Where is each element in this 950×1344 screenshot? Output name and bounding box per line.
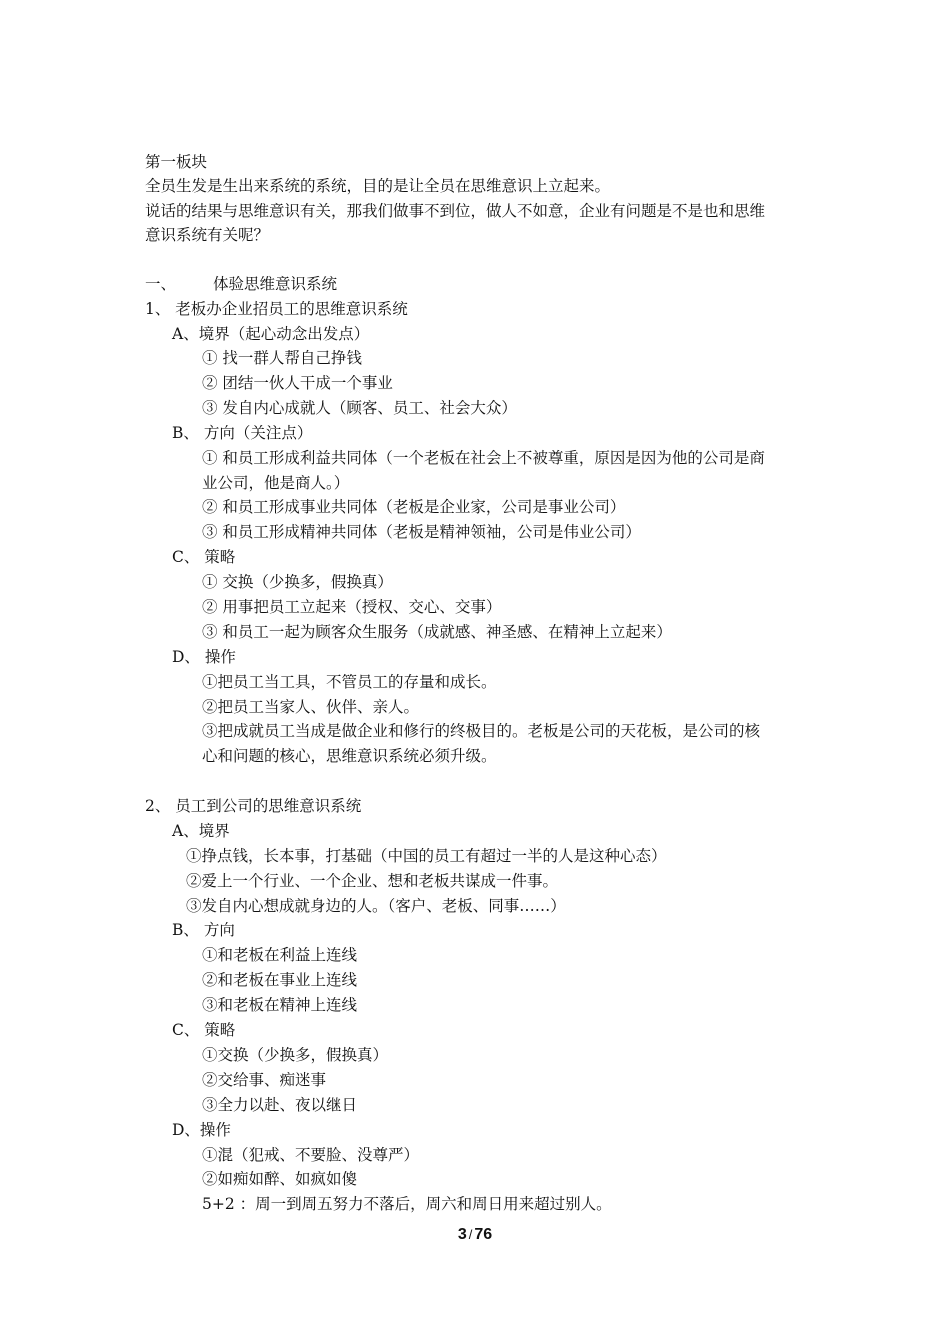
intro-paragraph-1: 全员生发是生出来系统的系统，目的是让全员在思维意识上立起来。 — [145, 177, 611, 195]
boss-a-item-2: ② 团结一伙人干成一个事业 — [202, 374, 393, 392]
staff-d-label: D、操作 — [172, 1121, 231, 1139]
staff-d-item-1: ①混（犯戒、不要脸、没尊严） — [202, 1146, 420, 1164]
staff-b-item-2: ②和老板在事业上连线 — [202, 971, 358, 989]
staff-d-item-2: ②如痴如醉、如疯如傻 — [202, 1170, 358, 1188]
boss-b-item-1-line-2: 业公司，他是商人。） — [202, 474, 350, 492]
staff-d-note: 5+2 ：周一到周五努力不落后，周六和周日用来超过别人。 — [202, 1195, 612, 1213]
part-1-title: 体验思维意识系统 — [213, 275, 338, 293]
staff-a-item-1: ①挣点钱，长本事，打基础（中国的员工有超过一半的人是这种心态） — [186, 847, 667, 865]
boss-c-item-1: ① 交换（少换多，假换真） — [202, 573, 393, 591]
page-separator: / — [468, 1227, 473, 1242]
staff-a-item-3: ③发自内心想成就身边的人。（客户、老板、同事……） — [186, 897, 566, 915]
boss-a-label: A、境界（起心动念出发点） — [172, 325, 370, 343]
staff-b-item-1: ①和老板在利益上连线 — [202, 946, 358, 964]
boss-heading: 1、 老板办企业招员工的思维意识系统 — [145, 300, 408, 318]
staff-c-item-2: ②交给事、痴迷事 — [202, 1071, 327, 1089]
boss-b-item-2: ② 和员工形成事业共同体（老板是企业家，公司是事业公司） — [202, 498, 626, 516]
staff-c-item-1: ①交换（少换多，假换真） — [202, 1046, 389, 1064]
staff-a-item-2: ②爱上一个行业、一个企业、想和老板共谋成一件事。 — [186, 872, 559, 890]
boss-a-item-3: ③ 发自内心成就人（顾客、员工、社会大众） — [202, 399, 517, 417]
section-title: 第一板块 — [145, 153, 208, 171]
boss-b-item-1-line-1: ① 和员工形成利益共同体（一个老板在社会上不被尊重，原因是因为他的公司是商 — [202, 449, 765, 467]
boss-a-item-1: ① 找一群人帮自己挣钱 — [202, 349, 362, 367]
part-1-number: 一、 — [145, 275, 177, 293]
boss-c-item-2: ② 用事把员工立起来（授权、交心、交事） — [202, 598, 502, 616]
page-total: 76 — [474, 1226, 493, 1243]
part-1-heading — [145, 272, 337, 296]
boss-d-item-1: ①把员工当工具，不管员工的存量和成长。 — [202, 673, 497, 691]
staff-heading: 2、 员工到公司的思维意识系统 — [145, 797, 362, 815]
staff-c-label: C、 策略 — [172, 1021, 236, 1039]
page-number — [0, 1226, 950, 1244]
boss-b-label: B、 方向（关注点） — [172, 424, 313, 442]
staff-b-item-3: ③和老板在精神上连线 — [202, 996, 358, 1014]
intro-paragraph-2-line-1: 说话的结果与思维意识有关，那我们做事不到位，做人不如意，企业有问题是不是也和思维 — [145, 202, 766, 220]
boss-d-label: D、 操作 — [172, 648, 236, 666]
staff-b-label: B、 方向 — [172, 921, 235, 939]
boss-d-item-3-line-1: ③把成就员工当成是做企业和修行的终极目的。老板是公司的天花板，是公司的核 — [202, 722, 761, 740]
boss-b-item-3: ③ 和员工形成精神共同体（老板是精神领袖，公司是伟业公司） — [202, 523, 641, 541]
boss-d-item-2: ②把员工当家人、伙伴、亲人。 — [202, 698, 420, 716]
staff-c-item-3: ③全力以赴、夜以继日 — [202, 1096, 358, 1114]
boss-d-item-3-line-2: 心和问题的核心，思维意识系统必须升级。 — [202, 747, 497, 765]
page-current: 3 — [457, 1226, 467, 1243]
boss-c-label: C、 策略 — [172, 548, 236, 566]
intro-paragraph-2-line-2: 意识系统有关呢？ — [145, 226, 270, 244]
boss-c-item-3: ③ 和员工一起为顾客众生服务（成就感、神圣感、在精神上立起来） — [202, 623, 672, 641]
staff-a-label: A、境界 — [172, 822, 230, 840]
